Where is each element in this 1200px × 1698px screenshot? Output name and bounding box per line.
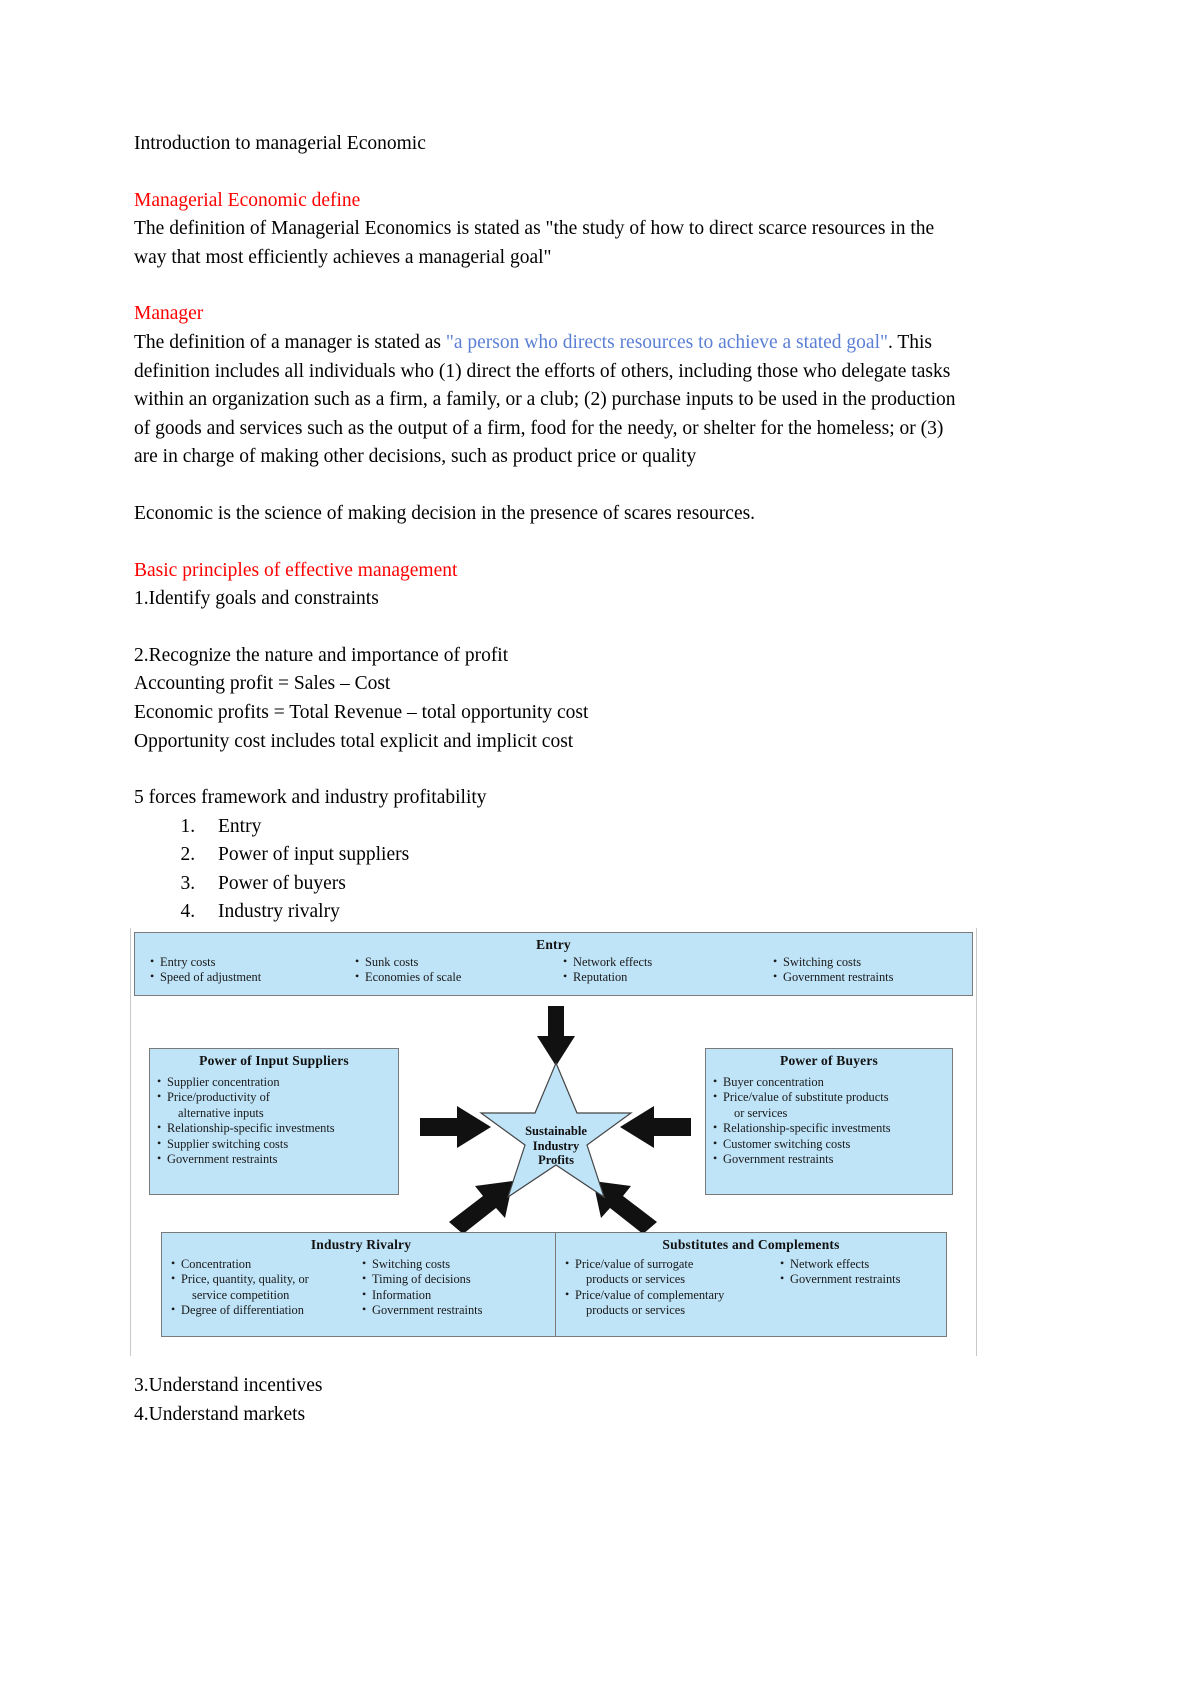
list-item: • Switching costs	[361, 1257, 552, 1272]
substitutes-and-complements-box	[555, 1232, 947, 1337]
list-item: 1. Entry	[200, 813, 964, 842]
list-item: • Government restraints	[712, 1152, 946, 1167]
arrow-right-suppliers	[420, 1106, 491, 1148]
principle-item-3: 3.Understand incentives	[134, 1375, 323, 1396]
document-body	[134, 130, 964, 956]
paragraph-economic-science: Economic is the science of making decision in the presence of scares resources.	[134, 502, 756, 524]
document-title-line: Introduction to managerial Economic	[134, 133, 426, 154]
list-item: • Customer switching costs	[712, 1137, 946, 1152]
list-item-continuation: service competition	[192, 1287, 290, 1302]
paragraph-managerial-economic-define: The definition of Managerial Economics is stated as "the study of how to direct scarce resources in the way that most efficiently achieves a managerial goal"	[134, 218, 935, 268]
entry-box-title: Entry	[536, 937, 571, 952]
entry-column-3	[562, 955, 772, 986]
list-item: • Relationship-specific investments	[712, 1121, 946, 1136]
manager-quote-text: "a person who directs resources to achieve a stated goal"	[445, 331, 888, 353]
entry-column-1	[149, 955, 354, 986]
list-item: • Speed of adjustment	[149, 970, 354, 985]
entry-column-2	[354, 955, 562, 986]
list-item: • Timing of decisions	[361, 1272, 552, 1287]
heading-managerial-economic-define: Managerial Economic define	[134, 189, 361, 211]
list-item: • Government restraints	[772, 970, 958, 985]
heading-manager: Manager	[134, 303, 204, 325]
suppliers-box-title: Power of Input Suppliers	[199, 1053, 349, 1068]
rivalry-box-title: Industry Rivalry	[310, 1237, 412, 1252]
star-label	[486, 1124, 626, 1168]
list-item: • Degree of differentiation	[170, 1303, 361, 1318]
list-item: • Relationship-specific investments	[156, 1121, 392, 1136]
list-item: • Economies of scale	[354, 970, 562, 985]
principle-item-2: 2.Recognize the nature and importance of profit	[134, 644, 509, 666]
list-item: • Price/productivity of	[156, 1090, 392, 1105]
list-item: • Supplier switching costs	[156, 1137, 392, 1152]
rivalry-column-1	[170, 1257, 361, 1319]
list-item: • Network effects	[779, 1257, 938, 1272]
star-label-line2: Industry	[532, 1138, 580, 1153]
list-item: • Price, quantity, quality, or	[170, 1272, 361, 1287]
list-item-continuation: products or services	[586, 1272, 686, 1287]
heading-basic-principles: Basic principles of effective management	[134, 559, 458, 581]
list-item: • Buyer concentration	[712, 1075, 946, 1090]
star-label-wrap	[486, 1078, 626, 1213]
principle-item-1: 1.Identify goals and constraints	[134, 588, 379, 610]
list-item: • Concentration	[170, 1257, 361, 1272]
list-item: • Entry costs	[149, 955, 354, 970]
list-item: 3. Power of buyers	[200, 870, 964, 899]
star-label-line3: Profits	[538, 1153, 574, 1167]
substitutes-column-2	[779, 1257, 938, 1319]
rivalry-column-2	[361, 1257, 552, 1319]
list-item: • Sunk costs	[354, 955, 562, 970]
substitutes-column-1	[564, 1257, 779, 1319]
list-item: • Price/value of substitute products	[712, 1090, 946, 1105]
list-item-continuation: or services	[734, 1105, 788, 1120]
principle-item-4: 4.Understand markets	[134, 1403, 306, 1425]
star-label-line1: Sustainable	[525, 1124, 587, 1138]
list-item-continuation: products or services	[586, 1303, 686, 1318]
list-item: • Government restraints	[779, 1272, 938, 1287]
arrow-left-buyers	[620, 1106, 691, 1148]
list-item: • Government restraints	[361, 1303, 552, 1318]
list-item: • Government restraints	[156, 1152, 392, 1167]
formula-opportunity-cost: Opportunity cost includes total explicit and implicit cost	[134, 730, 574, 752]
list-item: • Price/value of complementary	[564, 1288, 779, 1303]
list-item: • Supplier concentration	[156, 1075, 392, 1090]
manager-lead-text: The definition of a manager is stated as	[134, 331, 446, 353]
arrow-down-entry	[537, 1006, 575, 1066]
list-item: • Network effects	[562, 955, 772, 970]
formula-accounting-profit: Accounting profit = Sales – Cost	[134, 673, 391, 695]
list-item: 4. Industry rivalry	[200, 898, 964, 927]
list-item: 2. Power of input suppliers	[200, 841, 964, 870]
list-item: • Price/value of surrogate	[564, 1257, 779, 1272]
paragraph-manager	[134, 329, 964, 472]
substitutes-box-title: Substitutes and Complements	[662, 1237, 840, 1252]
entry-box	[134, 932, 973, 996]
trailing-principles	[134, 1372, 834, 1429]
five-forces-figure	[130, 928, 977, 1356]
power-of-buyers-box	[705, 1048, 953, 1195]
power-of-input-suppliers-box	[149, 1048, 399, 1195]
list-item: • Information	[361, 1288, 552, 1303]
industry-rivalry-box	[161, 1232, 561, 1337]
list-item: • Reputation	[562, 970, 772, 985]
list-item-continuation: alternative inputs	[178, 1105, 264, 1120]
list-item: • Switching costs	[772, 955, 958, 970]
formula-economic-profits: Economic profits = Total Revenue – total opportunity cost	[134, 701, 589, 723]
buyers-box-title: Power of Buyers	[780, 1053, 878, 1068]
five-forces-intro: 5 forces framework and industry profitability	[134, 787, 487, 809]
manager-rest-text: . This definition includes all individuals who (1) direct the efforts of others, including those who delegate tasks within an organization such as a firm, a family, or a club; (2) purchase inputs to be used in the production of goods and services such as the output of a firm, food for the needy, or shelter for the homeless; or (3) are in charge of making other decisions, such as product price or quality	[134, 331, 956, 468]
entry-column-4	[772, 955, 958, 986]
